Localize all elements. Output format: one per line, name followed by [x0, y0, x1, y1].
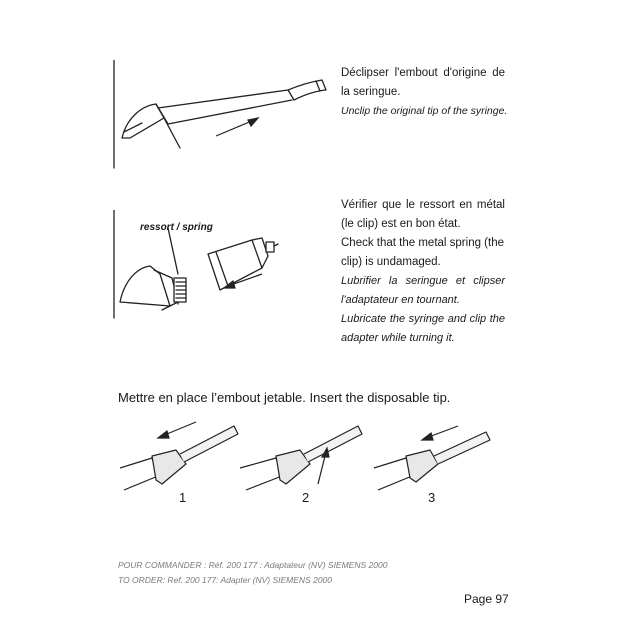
order-text-en: TO ORDER: Ref. 200 177: Adapter (NV) SIEMENS 2000: [118, 575, 333, 585]
figure-insert-tip-1: [112, 420, 242, 500]
figure-spring-adapter: [112, 210, 302, 320]
step3-number-2: 2: [302, 490, 310, 505]
syringe-illustration: [112, 60, 332, 170]
spring-label: ressort / spring: [140, 222, 213, 233]
step2-text-fr: Vérifier que le ressort en métal (le clip) est en bon état.: [341, 199, 505, 230]
step1-text-fr: Déclipser l'embout d'origine de la seringue.: [341, 67, 505, 98]
step2-text-block: [341, 196, 505, 348]
step3-instruction: Mettre en place l’embout jetable. Insert the disposable tip.: [118, 390, 451, 405]
figure-unclip-tip: [112, 60, 332, 170]
figure-insert-tip-2: [238, 420, 368, 500]
insert-tip-illustration-2: [238, 420, 368, 500]
order-text-fr: POUR COMMANDER : Réf. 200 177 : Adaptateur (NV) SIEMENS 2000: [118, 560, 388, 570]
step2-text-fr-italic: Lubrifier la seringue et clipser l'adaptateur en tournant.: [341, 275, 505, 306]
step2-text-en-italic: Lubricate the syringe and clip the adapter while turning it.: [341, 313, 505, 344]
step3-number-1: 1: [179, 490, 187, 505]
figure-insert-tip-3: [372, 420, 502, 500]
insert-tip-illustration-3: [372, 420, 502, 500]
step3-number-3: 3: [428, 490, 436, 505]
page-number: Page 97: [464, 592, 509, 606]
step1-text-en: Unclip the original tip of the syringe.: [341, 105, 508, 117]
step2-text-en: Check that the metal spring (the clip) is undamaged.: [341, 237, 504, 268]
insert-tip-illustration-1: [112, 420, 242, 500]
